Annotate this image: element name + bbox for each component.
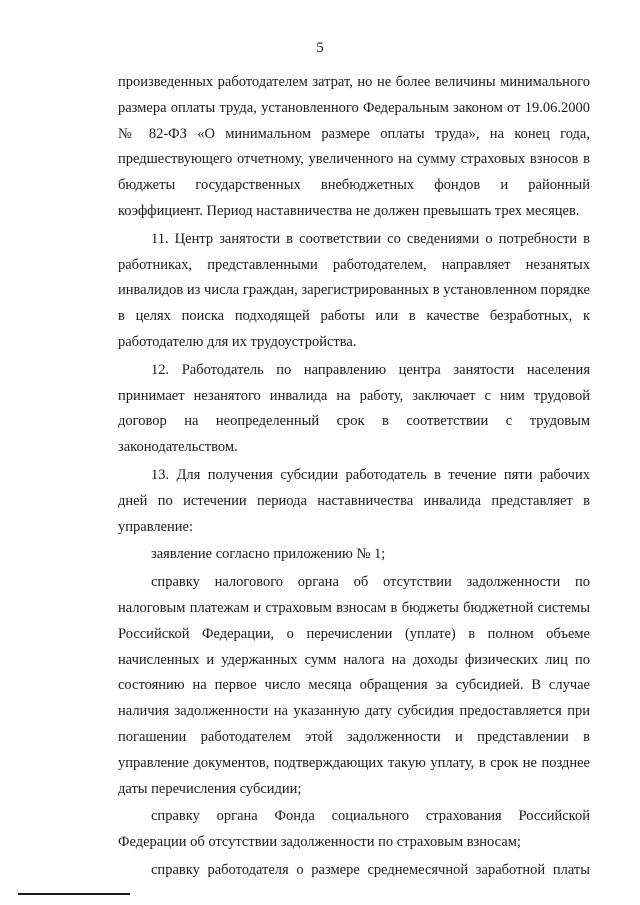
footer-divider (18, 893, 130, 895)
paragraph-11: 11. Центр занятости в соответствии со сведениями о потребности в работниках, представленными работодателем, направляет незанятых инвалидов из числа граждан, зарегистрированных в установленном порядке в целях поиска подходящей работы или в качестве безработных, к работодателю для их трудоустройства. (118, 230, 590, 350)
list-item-salary-certificate: справку работодателя о размере среднемесячной заработной платы (151, 861, 590, 878)
paragraph-12: 12. Работодатель по направлению центра занятости населения принимает незанятого инвалида на работу, заключает с ним трудовой договор на неопределенный срок в соответствии с трудовым законодательством. (118, 361, 590, 456)
list-item-fss-certificate: справку органа Фонда социального страхования Российской Федерации об отсутствии задолженности по страховым взносам; (118, 808, 590, 851)
document-body (118, 70, 590, 886)
paragraph-continuation: произведенных работодателем затрат, но не более величины минимального размера оплаты труда, установленного Федеральным законом от 19.06.2000 № 82-ФЗ «О минимальном размере оплаты труда», на конец года, предшествующего отчетному, увеличенного на сумму страховых взносов в бюджеты государственных внебюджетных фондов и районный коэффициент. Период наставничества не должен превышать трех месяцев. (118, 74, 590, 219)
paragraph-13: 13. Для получения субсидии работодатель в течение пяти рабочих дней по истечении периода наставничества инвалида представляет в управление: (118, 466, 590, 535)
list-item-application: заявление согласно приложению № 1; (151, 546, 386, 563)
list-item-tax-certificate: справку налогового органа об отсутствии задолженности по налоговым платежам и страховым взносам в бюджеты бюджетной системы Российской Федерации, о перечислении (уплате) в полном объеме начисленных и удержанных сумм налога на доходы физических лиц по состоянию на первое число месяца обращения за субсидией. В случае наличия задолженности на указанную дату субсидия предоставляется при погашении работодателем этой задолженности и представлении в управление документов, подтверждающих такую уплату, в срок не позднее даты перечисления субсидии; (118, 574, 590, 797)
page-number: 5 (316, 40, 324, 56)
